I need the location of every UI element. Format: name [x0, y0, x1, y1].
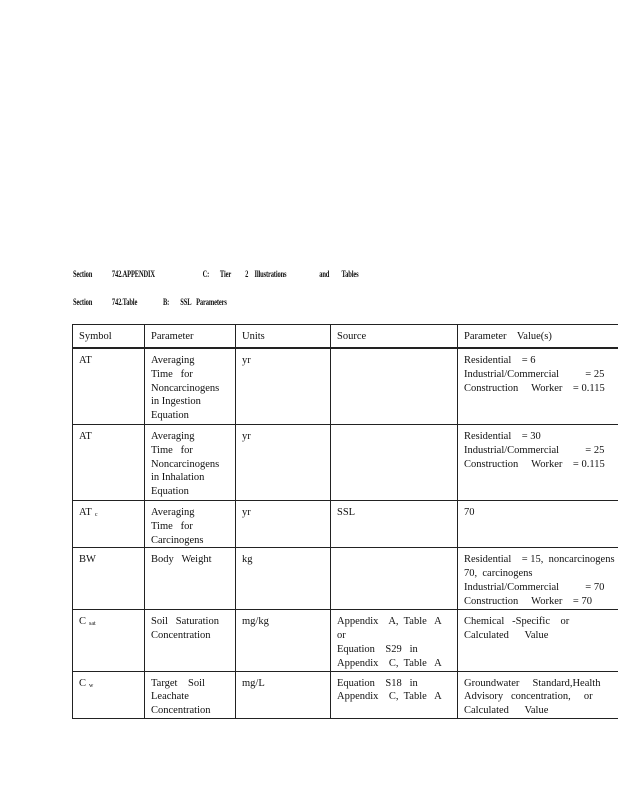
parameter-line: Averaging	[151, 355, 195, 366]
cell-value	[458, 425, 618, 501]
cell-source	[331, 501, 458, 548]
value-line: Industrial/Commercial = 70	[464, 581, 605, 593]
parameter-line: Noncarcinogens	[151, 382, 220, 394]
parameter-line: Time for	[151, 368, 193, 380]
cell-source	[331, 548, 458, 610]
table-row	[73, 425, 618, 501]
parameter-line: Body Weight	[151, 554, 212, 566]
cell-value	[458, 610, 618, 671]
value-line: 70	[464, 507, 475, 518]
column-header-source: Source	[331, 325, 458, 349]
cell-parameter	[145, 671, 236, 718]
units-text: mg/kg	[242, 616, 269, 628]
header-word: 2	[245, 269, 249, 279]
parameter-line: in Ingestion	[151, 396, 201, 408]
cell-source	[331, 610, 458, 671]
header-word: Tier	[219, 269, 232, 279]
cell-parameter	[145, 348, 236, 425]
section-header-table	[73, 297, 227, 307]
parameter-line: Averaging	[151, 507, 195, 518]
units-text: kg	[242, 554, 253, 566]
symbol-text: AT	[79, 355, 92, 366]
cell-source	[331, 348, 458, 425]
cell-symbol	[73, 548, 145, 610]
cell-symbol	[73, 501, 145, 548]
cell-value	[458, 348, 618, 425]
parameter-line: Concentration	[151, 630, 211, 642]
symbol-subscript: sat	[89, 621, 96, 628]
value-line: Advisory concentration, or	[464, 691, 593, 703]
value-line: Groundwater Standard,Health	[464, 677, 601, 689]
value-line: Calculated Value	[464, 630, 549, 642]
value-line: Calculated Value	[464, 705, 549, 717]
cell-units	[236, 501, 331, 548]
cell-parameter	[145, 501, 236, 548]
header-word: Section	[73, 297, 93, 307]
header-word: and	[319, 269, 330, 279]
cell-units	[236, 671, 331, 718]
source-line: Equation S18 in	[337, 677, 418, 689]
cell-symbol	[73, 348, 145, 425]
column-header-symbol: Symbol	[73, 325, 145, 349]
cell-units	[236, 348, 331, 425]
cell-source	[331, 425, 458, 501]
table-row	[73, 348, 618, 425]
header-word: SSL	[180, 297, 192, 307]
source-line: or	[337, 630, 346, 642]
value-line: Industrial/Commercial = 25	[464, 368, 605, 380]
cell-value	[458, 671, 618, 718]
parameter-line: Equation	[151, 486, 189, 498]
symbol-text: C	[79, 677, 87, 689]
header-word: Section	[73, 269, 93, 279]
cell-parameter	[145, 425, 236, 501]
parameter-line: Noncarcinogens	[151, 458, 220, 470]
ssl-parameters-table	[72, 324, 618, 719]
symbol-text: AT	[79, 507, 92, 518]
cell-units	[236, 425, 331, 501]
section-header-appendix	[73, 269, 358, 279]
cell-units	[236, 548, 331, 610]
cell-symbol	[73, 671, 145, 718]
value-line: Residential = 30	[464, 431, 541, 442]
value-line: Construction Worker = 0.115	[464, 382, 605, 394]
symbol-text: AT	[79, 431, 92, 442]
parameter-line: Time for	[151, 520, 193, 532]
cell-parameter	[145, 610, 236, 671]
cell-value	[458, 501, 618, 548]
units-text: yr	[242, 355, 251, 366]
cell-units	[236, 610, 331, 671]
parameter-line: Equation	[151, 410, 189, 422]
header-word: Parameters	[196, 297, 227, 307]
value-line: 70, carcinogens	[464, 568, 533, 580]
symbol-text: BW	[79, 554, 96, 566]
header-word: 742.APPENDIX	[111, 269, 155, 279]
header-word: 742.Table	[111, 297, 138, 307]
parameter-line: Carcinogens	[151, 534, 204, 546]
symbol-subscript: c	[94, 512, 98, 518]
symbol-text: C	[79, 616, 87, 628]
value-line: Residential = 6	[464, 355, 536, 366]
header-word: Tables	[341, 269, 359, 279]
column-header-value: Parameter Value(s)	[458, 325, 618, 349]
cell-symbol	[73, 425, 145, 501]
column-header-units: Units	[236, 325, 331, 349]
symbol-subscript: w	[89, 682, 94, 689]
cell-symbol	[73, 610, 145, 671]
source-line: Appendix C, Table A	[337, 657, 442, 669]
header-word: C:	[202, 269, 210, 279]
value-line: Construction Worker = 0.115	[464, 458, 605, 470]
table-row	[73, 548, 618, 610]
cell-source	[331, 671, 458, 718]
header-word: Illustrations	[254, 269, 287, 279]
parameter-line: Target Soil	[151, 677, 205, 689]
source-line: Appendix A, Table A	[337, 616, 442, 628]
parameter-line: Soil Saturation	[151, 616, 219, 628]
column-header-parameter: Parameter	[145, 325, 236, 349]
units-text: mg/L	[242, 677, 265, 689]
value-line: Industrial/Commercial = 25	[464, 444, 605, 456]
source-line: SSL	[337, 507, 356, 518]
value-line: Residential = 15, noncarcinogens	[464, 554, 615, 566]
source-line: Equation S29 in	[337, 643, 418, 655]
value-line: Chemical -Specific or	[464, 616, 570, 628]
table-row	[73, 501, 618, 548]
header-word: B:	[163, 297, 170, 307]
cell-value	[458, 548, 618, 610]
parameter-line: Time for	[151, 444, 193, 456]
units-text: yr	[242, 507, 251, 518]
source-line: Appendix C, Table A	[337, 691, 442, 703]
cell-parameter	[145, 548, 236, 610]
table-row	[73, 610, 618, 671]
parameter-line: Leachate	[151, 691, 189, 703]
parameter-line: in Inhalation	[151, 472, 205, 484]
table-header-row	[73, 325, 618, 349]
value-line: Construction Worker = 70	[464, 595, 592, 607]
units-text: yr	[242, 431, 251, 442]
parameter-line: Concentration	[151, 705, 211, 717]
table-row	[73, 671, 618, 718]
parameter-line: Averaging	[151, 431, 195, 442]
